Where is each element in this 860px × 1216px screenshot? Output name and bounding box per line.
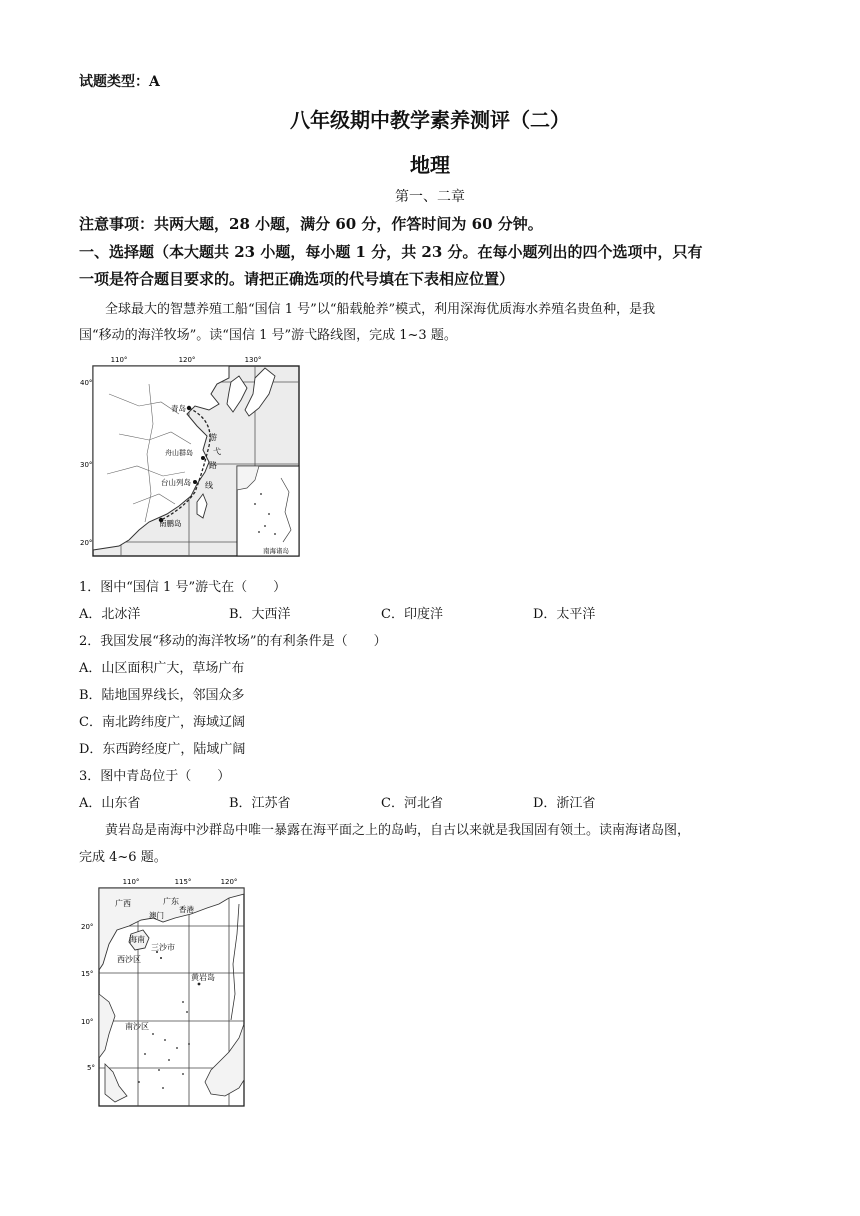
map2-lat-5: 5°: [87, 1064, 95, 1072]
passage1-line2: 国“移动的海洋牧场”。读“国信 1 号”游弋路线图，完成 1~3 题。: [79, 328, 457, 343]
passage1-line1: 全球最大的智慧养殖工船“国信 1 号”以“船载舱养”模式，利用深海优质海水养殖名贵鱼种，是我: [105, 302, 656, 317]
question-3-option-d[interactable]: D．浙江省: [533, 796, 596, 811]
exam-title: 八年级期中教学素养测评（二）: [290, 108, 570, 132]
question-2-option-a[interactable]: A．山区面积广大，草场广布: [79, 661, 245, 676]
passage2-line1: 黄岩岛是南海中沙群岛中唯一暴露在海平面之上的岛屿，自古以来就是我国固有领土。读南海诸岛图，: [105, 823, 691, 838]
map1-lat-20: 20°: [80, 539, 93, 547]
map2-lon-120: 120°: [220, 878, 238, 886]
map2-place-guangdong: 广东: [163, 897, 179, 906]
question-2-option-c[interactable]: C．南北跨纬度广，海域辽阔: [79, 715, 245, 730]
south-china-sea-islands-map: [79, 874, 249, 1110]
map1-place-qingdao: 青岛: [171, 404, 186, 413]
map1-route-char-2: 弋: [213, 447, 221, 456]
question-1-option-b[interactable]: B．大西洋: [229, 607, 291, 622]
map2-place-huangyan: 黄岩岛: [191, 973, 215, 982]
map1-inset-label: 南海诸岛: [263, 547, 289, 555]
map2-place-xisha: 西沙区: [117, 955, 141, 964]
subject-title: 地理: [410, 153, 450, 177]
question-3-stem: 3．图中青岛位于（ ）: [79, 769, 231, 784]
question-2-option-d[interactable]: D．东西跨经度广，陆域广阔: [79, 742, 246, 757]
map2-lat-15: 15°: [81, 970, 94, 978]
notice: 注意事项：共两大题，28 小题，满分 60 分，作答时间为 60 分钟。: [79, 215, 543, 233]
map1-place-nanpeng: 南鹏岛: [159, 519, 182, 528]
map2-place-guangxi: 广西: [115, 899, 131, 908]
question-3-option-b[interactable]: B．江苏省: [229, 796, 291, 811]
cruise-route-map: [79, 354, 304, 560]
question-3-option-a[interactable]: A．山东省: [79, 796, 141, 811]
map2-place-hongkong: 香港: [179, 905, 194, 914]
question-1-stem: 1．图中“国信 1 号”游弋在（ ）: [79, 580, 287, 595]
map1-place-zhoushan: 舟山群岛: [165, 449, 193, 457]
question-2-option-b[interactable]: B．陆地国界线长，邻国众多: [79, 688, 245, 703]
question-3-option-c[interactable]: C．河北省: [381, 796, 443, 811]
map1-place-taishan: 台山列岛: [161, 478, 191, 487]
map1-lon-130: 130°: [244, 356, 262, 364]
question-1-option-c[interactable]: C．印度洋: [381, 607, 443, 622]
map2-place-macau: 澳门: [149, 911, 164, 920]
map2-lat-10: 10°: [81, 1018, 94, 1026]
map1-route-char-3: 路: [209, 461, 217, 470]
map2-place-hainan: 海南: [129, 935, 145, 944]
exam-type: 试题类型：A: [79, 74, 160, 90]
chapter-scope: 第一、二章: [395, 189, 465, 205]
map1-route-char-4: 线: [205, 481, 213, 490]
map2-place-sansha: 三沙市: [151, 943, 175, 952]
question-2-stem: 2．我国发展“移动的海洋牧场”的有利条件是（ ）: [79, 634, 387, 649]
passage2-line2: 完成 4~6 题。: [79, 850, 167, 865]
map1-lat-40: 40°: [80, 379, 93, 387]
question-1-option-a[interactable]: A．北冰洋: [79, 607, 141, 622]
map2-place-nansha: 南沙区: [125, 1022, 149, 1031]
section1-instructions-line1: 一、选择题（本大题共 23 小题，每小题 1 分，共 23 分。在每小题列出的四个选项中，只有: [79, 243, 703, 261]
question-1-option-d[interactable]: D．太平洋: [533, 607, 596, 622]
map1-lat-30: 30°: [80, 461, 93, 469]
map1-lon-110: 110°: [110, 356, 128, 364]
map1-route-char-1: 游: [209, 433, 217, 442]
map2-lon-115: 115°: [174, 878, 192, 886]
section1-instructions-line2: 一项是符合题目要求的。请把正确选项的代号填在下表相应位置）: [79, 270, 515, 288]
map2-lat-20: 20°: [81, 923, 94, 931]
map1-lon-120: 120°: [178, 356, 196, 364]
map2-lon-110: 110°: [122, 878, 140, 886]
